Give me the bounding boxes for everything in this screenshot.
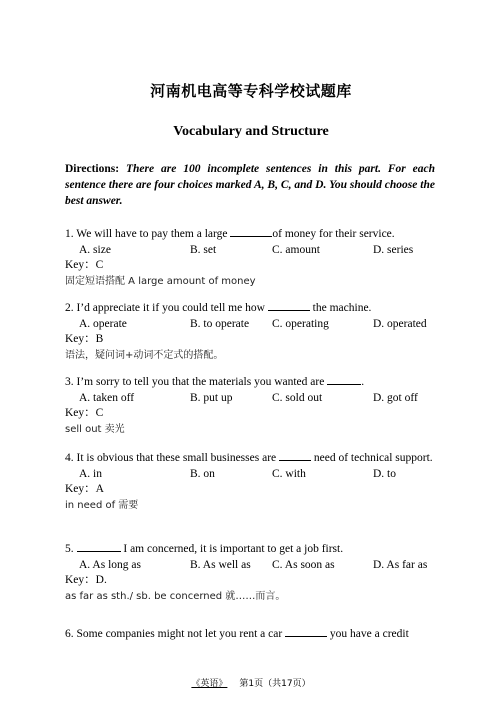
option-c: C. amount	[272, 243, 320, 256]
footer-page-number: 第1页（共17页）	[239, 679, 311, 689]
option-a: A. As long as	[79, 558, 141, 571]
directions-text: There are 100 incomplete sentences in this part. For each sentence there are four choices marked A, B, C, and D. You should choose the best answer.	[65, 163, 435, 207]
question-2	[65, 300, 435, 363]
directions	[65, 161, 435, 209]
option-d: D. series	[373, 243, 414, 256]
option-c: C. sold out	[272, 391, 323, 404]
section-title: Vocabulary and Structure	[173, 124, 329, 139]
question-5	[65, 541, 435, 604]
answer-note: 固定短语搭配 A large amount of money	[65, 275, 256, 287]
answer-blank	[327, 374, 361, 385]
answer-key: Key：A	[65, 483, 104, 495]
option-b: B. set	[190, 243, 217, 256]
options-row	[65, 317, 435, 333]
answer-blank	[230, 226, 272, 237]
option-d: D. got off	[373, 391, 418, 404]
option-a: A. size	[79, 243, 111, 256]
option-d: D. As far as	[373, 558, 428, 571]
answer-key: Key：C	[65, 259, 104, 271]
question-stem: 1. We will have to pay them a large of money for their service.	[65, 228, 395, 240]
answer-blank	[268, 300, 310, 311]
option-b: B. As well as	[190, 558, 251, 571]
options-row	[65, 558, 435, 574]
answer-blank	[285, 626, 327, 637]
options-row	[65, 391, 435, 407]
answer-blank	[279, 450, 311, 461]
answer-key: Key：C	[65, 407, 104, 419]
answer-key: Key：B	[65, 333, 104, 345]
option-c: C. with	[272, 467, 306, 480]
option-a: A. taken off	[79, 391, 135, 404]
footer-subject: 《英语》	[191, 679, 228, 689]
question-3	[65, 374, 435, 437]
question-stem: 3. I’m sorry to tell you that the materials you wanted are .	[65, 376, 365, 388]
question-stem: 2. I’d appreciate it if you could tell me how the machine.	[65, 302, 372, 314]
option-a: A. in	[79, 467, 102, 480]
option-d: D. to	[373, 467, 396, 480]
question-6	[65, 626, 435, 643]
option-a: A. operate	[79, 317, 127, 330]
answer-note: 语法，疑问词+动词不定式的搭配。	[65, 349, 224, 361]
question-stem: 5. I am concerned, it is important to get a job first.	[65, 543, 344, 555]
answer-note: as far as sth./ sb. be concerned 就……而言。	[65, 590, 286, 602]
option-c: C. operating	[272, 317, 329, 330]
option-d: D. operated	[373, 317, 427, 330]
options-row	[65, 467, 435, 483]
option-b: B. on	[190, 467, 215, 480]
page-title: 河南机电高等专科学校试题库	[150, 82, 352, 100]
option-b: B. to operate	[190, 317, 250, 330]
question-4	[65, 450, 435, 513]
question-stem: 6. Some companies might not let you rent a car you have a credit	[65, 628, 409, 640]
options-row	[65, 243, 435, 259]
answer-note: in need of 需要	[65, 499, 139, 511]
answer-blank	[77, 541, 121, 552]
question-stem: 4. It is obvious that these small businesses are need of technical support.	[65, 452, 433, 464]
question-1	[65, 226, 435, 289]
option-b: B. put up	[190, 391, 233, 404]
answer-note: sell out 卖光	[65, 423, 125, 435]
page-footer	[0, 676, 502, 689]
option-c: C. As soon as	[272, 558, 335, 571]
answer-key: Key：D.	[65, 574, 107, 586]
directions-lead: Directions:	[65, 163, 120, 175]
